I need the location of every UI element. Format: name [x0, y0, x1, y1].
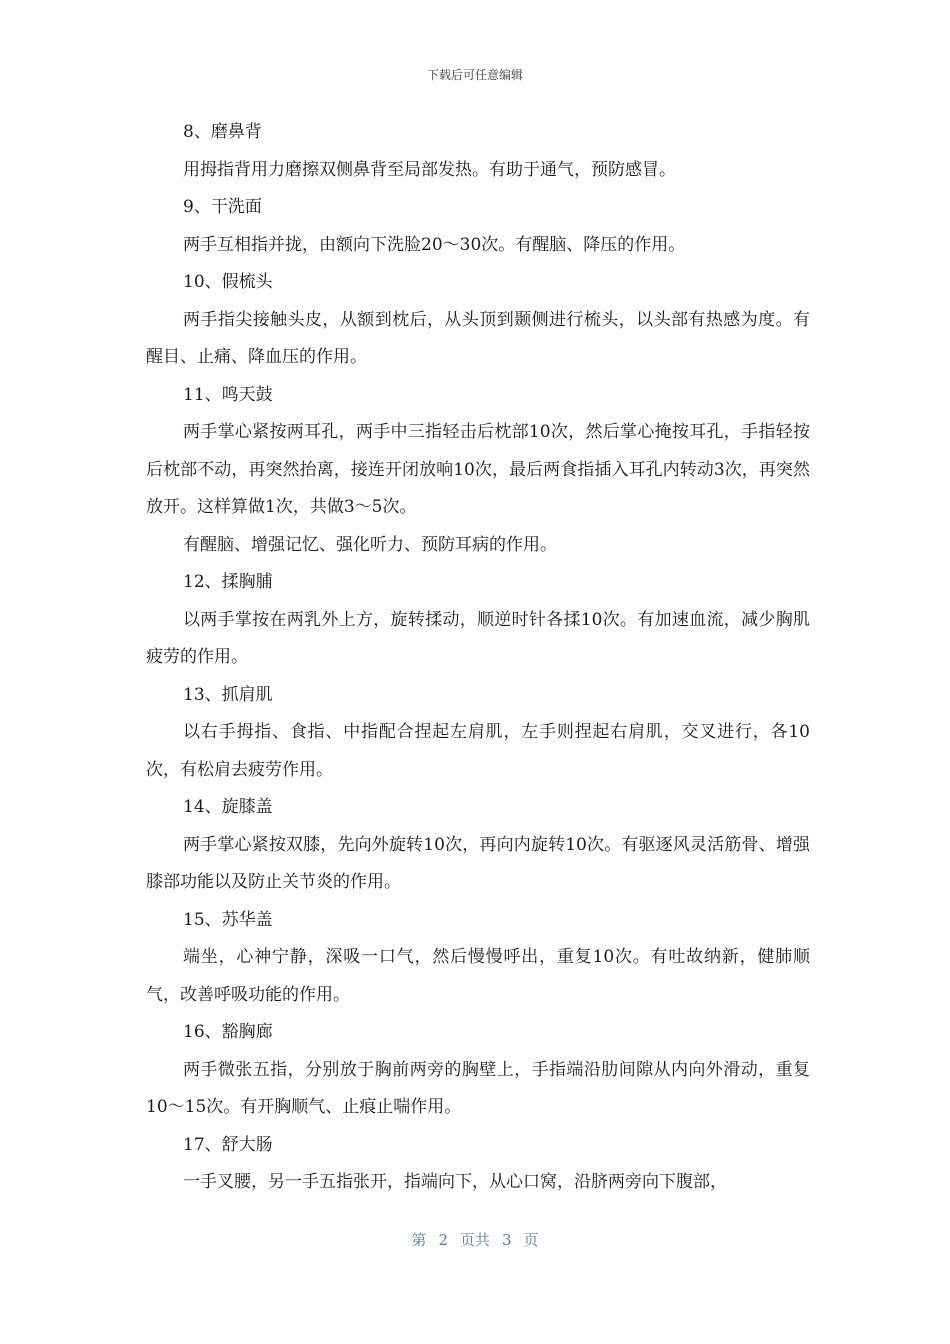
- footer-total-pages: 3: [502, 1231, 512, 1249]
- paragraph-16: 两手微张五指，分别放于胸前两旁的胸壁上，手指端沿肋间隙从内向外滑动，重复10～15次。有开胸顺气、止痕止喘作用。: [146, 1059, 810, 1117]
- paragraph-13: 以右手拇指、食指、中指配合捏起左肩肌，左手则捏起右肩肌，交叉进行，各10次，有松肩去疲劳作用。: [146, 722, 810, 780]
- heading-9: 9、干洗面: [183, 197, 262, 217]
- heading-8: 8、磨鼻背: [183, 122, 262, 142]
- heading-12: 12、揉胸脯: [183, 572, 273, 592]
- heading-11: 11、鸣天鼓: [183, 384, 273, 405]
- heading-13: 13、抓肩肌: [183, 684, 273, 705]
- footer-page-number: 2: [438, 1231, 448, 1249]
- paragraph-15: 端坐，心神宁静，深吸一口气，然后慢慢呼出，重复10次。有吐故纳新，健肺顺气，改善呼吸功能的作用。: [146, 947, 810, 1005]
- footer-word-di: 第: [411, 1231, 427, 1249]
- heading-16: 16、豁胸廊: [183, 1022, 273, 1042]
- page-footer: [0, 1229, 950, 1250]
- page-header: 下载后可任意编辑: [426, 68, 523, 82]
- paragraph-11: 两手掌心紧按两耳孔，两手中三指轻击后枕部10次，然后掌心掩按耳孔，手指轻按后枕部不动，再突然抬离，接连开闭放响10次，最后两食指插入耳孔内转动3次，再突然放开。这样算做1次，共做3～5次。: [146, 422, 810, 517]
- paragraph-10: 两手指尖接触头皮，从额到枕后，从头顶到颞侧进行梳头，以头部有热感为度。有醒目、止痛、降血压的作用。: [146, 309, 810, 367]
- paragraph-12: 以两手掌按在两乳外上方，旋转揉动，顺逆时针各揉10次。有加速血流，减少胸肌疲劳的作用。: [146, 609, 810, 667]
- heading-15: 15、苏华盖: [183, 909, 273, 930]
- paragraph-8: 用拇指背用力磨擦双侧鼻背至局部发热。有助于通气，预防感冒。: [183, 159, 676, 180]
- heading-14: 14、旋膝盖: [183, 797, 273, 817]
- document-body: [146, 114, 810, 1202]
- footer-word-ye-gong: 页共: [459, 1231, 490, 1249]
- footer-word-ye: 页: [523, 1231, 539, 1249]
- paragraph-14: 两手掌心紧按双膝，先向外旋转10次，再向内旋转10次。有驱逐风灵活筋骨、增强膝部功能以及防止关节炎的作用。: [146, 834, 810, 892]
- paragraph-9: 两手互相指并拢，由额向下洗脸20～30次。有醒脑、降压的作用。: [183, 234, 686, 255]
- heading-17: 17、舒大肠: [183, 1134, 273, 1155]
- paragraph-11b: 有醒脑、增强记忆、强化听力、预防耳病的作用。: [183, 534, 557, 555]
- paragraph-17: 一手叉腰，另一手五指张开，指端向下，从心口窝，沿脐两旁向下腹部，: [183, 1172, 727, 1192]
- heading-10: 10、假梳头: [183, 272, 273, 292]
